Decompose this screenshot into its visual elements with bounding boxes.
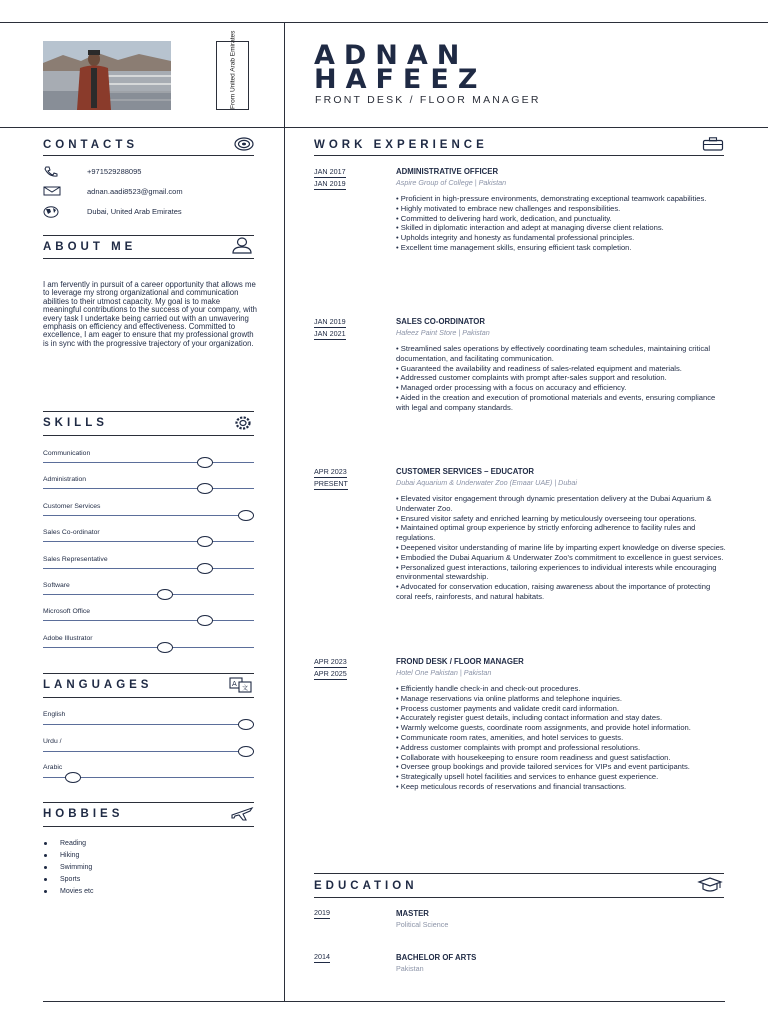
skill-label: Sales Representative	[43, 555, 108, 563]
job-organization: Hafeez Paint Store | Pakistan	[396, 328, 490, 337]
globe-icon	[43, 206, 59, 220]
job-bullet: • Highly motivated to embrace new challenges and responsibilities.	[396, 203, 621, 213]
target-icon	[234, 137, 254, 156]
languages-title: LANGUAGES	[43, 679, 153, 691]
contact-location-text: Dubai, United Arab Emirates	[87, 207, 182, 216]
skills-top-rule	[43, 411, 254, 412]
job-bullets	[396, 684, 726, 792]
skill-slider-knob	[157, 642, 173, 653]
skill-slider-track	[43, 541, 254, 542]
education-title: EDUCATION	[314, 880, 418, 892]
job-start-text: APR 2023	[314, 657, 347, 666]
job-organization: Aspire Group of College | Pakistan	[396, 178, 507, 187]
job-bullet: • Managed order processing with a focus on accuracy and efficiency.	[396, 383, 627, 393]
job-start-text: JAN 2019	[314, 317, 346, 326]
bullet-dot-icon	[44, 842, 47, 845]
bullet-dot-icon	[44, 854, 47, 857]
language-slider-knob	[238, 719, 254, 730]
contact-phone-text: +971529288095	[87, 167, 142, 176]
job-title: ADMINISTRATIVE OFFICER	[396, 167, 499, 176]
skill-slider-track	[43, 462, 254, 463]
job-title: SALES CO-ORDINATOR	[396, 317, 485, 326]
job-start-text: APR 2023	[314, 467, 347, 476]
job-bullet: • Embodied the Dubai Aquarium & Underwater Zoo's commitment to excellence in guest services.	[396, 552, 724, 562]
language-label: Urdu /	[43, 737, 62, 745]
job-bullets	[396, 194, 726, 253]
svg-text:A: A	[232, 680, 237, 688]
job-start-date	[314, 167, 346, 176]
skill-slider-knob	[197, 536, 213, 547]
skill-slider-track	[43, 568, 254, 569]
origin-stamp	[216, 30, 249, 110]
skill-label: Software	[43, 582, 70, 589]
skill-slider-track	[43, 620, 254, 621]
user-icon	[231, 237, 253, 259]
job-bullet: • Address customer complaints with prompt and professional resolutions.	[396, 742, 641, 752]
hobbies-top-rule	[43, 802, 254, 803]
job-bullet: • Excellent time management skills, ensuring efficient task completion.	[396, 242, 632, 252]
hobby-item	[44, 876, 80, 883]
job-title: FROND DESK / FLOOR MANAGER	[396, 657, 524, 666]
skill-label: Microsoft Office	[43, 608, 91, 616]
skill-label: Adobe Illustrator	[43, 634, 93, 642]
job-bullet: • Ensured visitor safety and enriched learning by meticulously overseeing tour operations.	[396, 513, 697, 523]
job-bullet: • Upholds integrity and honesty as fundamental professional principles.	[396, 233, 635, 243]
job-organization: Hotel One Pakistan | Pakistan	[396, 668, 492, 677]
language-slider-knob	[65, 772, 81, 783]
hobby-item	[44, 864, 92, 871]
skill-slider-knob	[197, 483, 213, 494]
skill-slider-knob	[238, 510, 254, 521]
job-bullet: • Addressed customer complaints with prompt after-sales support and resolution.	[396, 373, 667, 383]
job-start-date	[314, 467, 347, 476]
education-year	[314, 952, 330, 961]
education-year-text: 2014	[314, 952, 330, 961]
languages-top-rule	[43, 673, 254, 674]
job-bullet: • Efficiently handle check-in and check-out procedures.	[396, 684, 581, 693]
experience-rule	[314, 155, 724, 156]
education-degree: BACHELOR OF ARTS	[396, 953, 477, 962]
language-slider-track	[43, 751, 254, 752]
job-bullet: • Elevated visitor engagement through dynamic presentation delivery at the Dubai Aquarium & Underwater Zoo.	[396, 494, 712, 513]
skill-slider-knob	[197, 563, 213, 574]
job-bullet: • Process customer payments and validate credit card information.	[396, 703, 619, 713]
education-year	[314, 908, 330, 917]
job-bullets	[396, 494, 726, 602]
job-bullet: • Deepened visitor understanding of marine life by imparting expert knowledge on diverse species.	[396, 542, 726, 552]
job-bullet: • Manage reservations via online platforms and telephone inquiries.	[396, 693, 622, 703]
job-bullet: • Advocated for conservation education, raising awareness about the importance of protecting coral reefs, rainforests, and natural habitats.	[396, 582, 711, 601]
job-end-text: APR 2025	[314, 669, 347, 678]
skill-label: Administration	[43, 476, 87, 484]
language-label: English	[43, 711, 66, 718]
job-bullet: • Skilled in diplomatic interaction and adept at managing diverse client relations.	[396, 223, 664, 233]
job-title: CUSTOMER SERVICES – EDUCATOR	[396, 467, 535, 476]
skill-slider-knob	[197, 615, 213, 626]
contacts-rule	[43, 155, 254, 156]
job-bullet: • Aided in the creation and execution of promotional materials and events, ensuring compliance with legal and company standards.	[396, 392, 716, 412]
skill-slider-knob	[197, 457, 213, 468]
hobby-item	[44, 852, 79, 859]
job-bullet: • Maintained optimal group experience by strictly enforcing adherence to facility rules and regulations.	[396, 523, 696, 543]
graduation-cap-icon	[697, 877, 723, 898]
education-field: Political Science	[396, 920, 449, 929]
job-bullet: • Collaborate with housekeeping to ensure room readiness and guest satisfaction.	[396, 752, 671, 762]
job-end-text: PRESENT	[314, 479, 348, 488]
language-slider-knob	[238, 746, 254, 757]
experience-title: WORK EXPERIENCE	[314, 139, 488, 151]
job-bullets	[396, 344, 726, 413]
job-bullet: • Oversee group bookings and provide tailored services for VIPs and event participants.	[396, 762, 690, 772]
education-field: Pakistan	[396, 964, 424, 973]
hobby-label: Hiking	[60, 852, 80, 859]
job-bullet: • Accurately register guest details, including contact information and stay dates.	[396, 713, 663, 723]
education-year-text: 2019	[314, 908, 330, 917]
hobby-item	[44, 888, 93, 895]
job-end-date	[314, 179, 346, 188]
name-first: ADNAN	[314, 40, 469, 71]
skill-label: Communication	[43, 450, 91, 457]
skill-label: Sales Co-ordinator	[43, 529, 100, 537]
job-bullet: • Personalized guest interactions, tailoring experiences to individual interests while encouraging environmental stewardship.	[396, 562, 717, 582]
job-bullet: • Warmly welcome guests, coordinate room assignments, and provide hotel information.	[396, 723, 691, 733]
airplane-icon	[230, 805, 254, 826]
hobby-label: Sports	[60, 876, 81, 883]
profile-photo	[43, 41, 171, 110]
job-bullet: • Guaranteed the availability and readiness of sales-related equipment and materials.	[396, 363, 682, 373]
job-bullet: • Committed to delivering hard work, dedication, and punctuality.	[396, 213, 612, 223]
bottom-border	[43, 1001, 725, 1002]
contacts-title: CONTACTS	[43, 139, 139, 151]
job-end-text: JAN 2019	[314, 179, 346, 188]
bullet-dot-icon	[44, 866, 47, 869]
candidate-name	[314, 40, 487, 95]
languages-rule	[43, 697, 254, 698]
language-slider-track	[43, 724, 254, 725]
origin-stamp-text: From United Arab Emirates	[229, 30, 236, 109]
skill-slider-track	[43, 515, 254, 516]
job-bullet: • Streamlined sales operations by effectively coordinating team schedules, maintaining critical documentation, and facilitating communication.	[396, 344, 711, 363]
job-end-date	[314, 479, 348, 488]
hobby-label: Movies etc	[60, 888, 94, 895]
envelope-icon	[43, 186, 61, 198]
job-bullet: • Proficient in high-pressure environments, demonstrating exceptional teamwork capabilities.	[396, 194, 707, 203]
language-label: Arabic	[43, 764, 63, 771]
skill-slider-track	[43, 647, 254, 648]
job-end-date	[314, 329, 346, 338]
hobbies-rule	[43, 826, 254, 827]
job-start-date	[314, 317, 346, 326]
gear-icon	[232, 415, 254, 436]
job-organization: Dubai Aquarium & Underwater Zoo (Emaar UAE) | Dubai	[396, 478, 577, 487]
hobby-label: Reading	[60, 840, 87, 847]
skill-label: Customer Services	[43, 502, 101, 510]
job-start-date	[314, 657, 347, 666]
education-degree: MASTER	[396, 909, 429, 918]
job-bullet: • Keep meticulous records of reservations and financial transactions.	[396, 781, 627, 791]
skill-slider-track	[43, 594, 254, 595]
name-last: HAFEEZ	[314, 64, 487, 95]
bullet-dot-icon	[44, 890, 47, 893]
hobby-item	[44, 840, 86, 847]
job-bullet: • Strategically upsell hotel facilities and services to enhance guest experience.	[396, 772, 659, 782]
contact-email-text: adnan.aadi8523@gmail.com	[87, 187, 183, 196]
header-divider	[0, 127, 768, 128]
about-top-rule	[43, 235, 254, 236]
svg-text:文: 文	[242, 685, 249, 692]
skills-title: SKILLS	[43, 417, 108, 429]
skill-slider-knob	[157, 589, 173, 600]
phone-icon	[43, 166, 59, 179]
skills-rule	[43, 435, 254, 436]
translate-icon	[229, 677, 253, 698]
about-text: I am fervently in pursuit of a career opportunity that allows me to leverage my strong organizational and communication abilities to their utmost capacity. My goal is to make meaningful contributions to the success of your company, with every task I undertake being carried out with an unwavering emphasis on efficiency and effectiveness. Committed to excellence, I am eager to ensure that my professional growth is in sync with the progressive trajectory of your organization.	[43, 280, 257, 348]
about-rule	[43, 258, 254, 259]
briefcase-icon	[702, 137, 724, 156]
education-top-rule	[314, 873, 724, 874]
hobbies-title: HOBBIES	[43, 808, 124, 820]
hobby-label: Swimming	[60, 864, 93, 871]
bullet-dot-icon	[44, 878, 47, 881]
about-title: ABOUT ME	[43, 241, 137, 253]
job-bullet: • Communicate room rates, amenities, and hotel services to guests.	[396, 732, 624, 742]
candidate-role: FRONT DESK / FLOOR MANAGER	[315, 94, 541, 106]
job-end-text: JAN 2021	[314, 329, 346, 338]
job-end-date	[314, 669, 347, 678]
skill-slider-track	[43, 488, 254, 489]
education-rule	[314, 897, 724, 898]
job-start-text: JAN 2017	[314, 167, 346, 176]
column-divider	[284, 22, 285, 1002]
top-border	[0, 22, 768, 23]
